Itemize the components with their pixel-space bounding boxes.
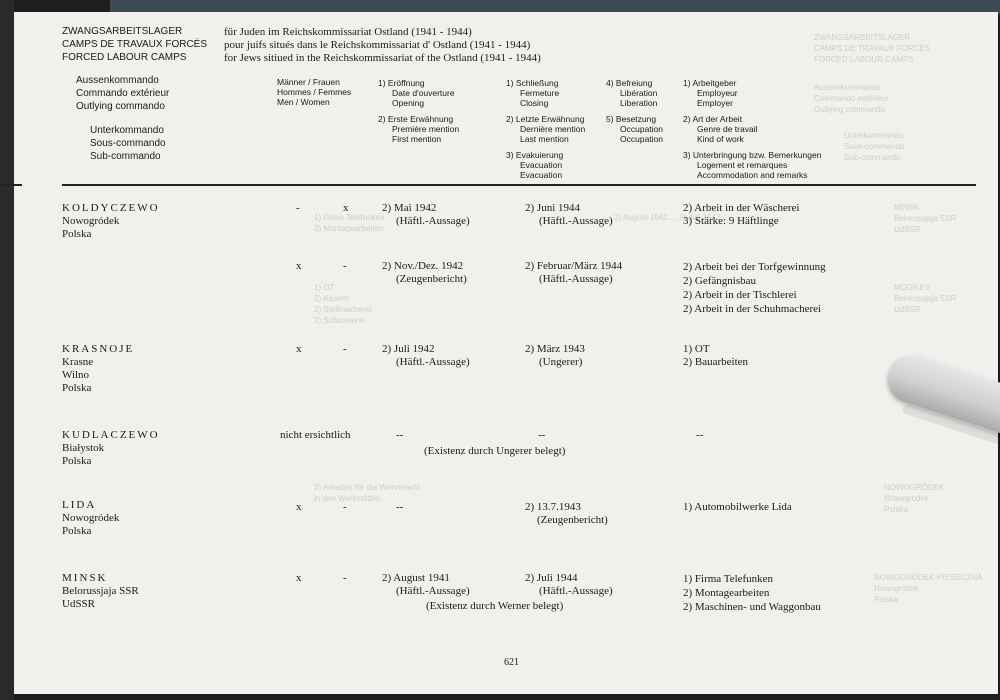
closing-date: 2) März 1943 (Ungerer) (525, 343, 585, 368)
show-through-text: 2) August 1941 ... 2) Juli 1942 (614, 213, 721, 222)
unterkommando-label (90, 124, 166, 163)
work-remarks: 2) Arbeit bei der Torfgewinnung 2) Gefängnisbau 2) Arbeit in der Tischlerei 2) Arbeit in der Schuhmacherei (683, 261, 826, 315)
opening-date: 2) August 1941 (Häftl.-Aussage) (382, 572, 470, 597)
subtitle-german: für Juden im Reichskommissariat Ostland (1941 - 1944) (224, 26, 472, 38)
show-through-text: 1) OT 2) Kasern 2) Stellmacherei 2) Schlosserei (314, 283, 372, 325)
location-district: Nowogródek (62, 512, 120, 524)
opening-date: -- (396, 429, 404, 441)
location-koldyczewo (62, 202, 160, 241)
closing-date: 2) 13.7.1943 (Zeugenbericht) (525, 501, 608, 526)
aussenkommando-label (76, 74, 169, 113)
gender-header (277, 77, 351, 107)
location-country: Polska (62, 455, 92, 467)
title-block (62, 25, 207, 64)
unter-fr: Sous-commando (90, 138, 166, 149)
closing-date: 2) Juli 1944 (Häftl.-Aussage) (525, 572, 613, 597)
women-mark: - (343, 343, 347, 355)
show-through-text: 2) Arbeiten für die Wehrmacht in den Werkstätten (314, 483, 421, 503)
location-country: Polska (62, 525, 92, 537)
page-number: 621 (504, 657, 519, 668)
work-remarks: 2) Arbeit in der Wäscherei 3) Stärke: 9 Häftlinge (683, 202, 800, 227)
show-through-text: Aussenkommando Commando extérieur Outlying commando (814, 83, 889, 114)
gender-de: Männer / Frauen (277, 77, 340, 87)
men-mark: x (296, 501, 302, 513)
location-country: Polska (62, 382, 92, 394)
men-mark: - (296, 202, 300, 214)
location-name: KUDLACZEWO (62, 429, 160, 441)
location-district: Wilno (62, 369, 90, 381)
location-kudlaczewo (62, 429, 160, 468)
location-minsk (62, 572, 139, 611)
opening-date: -- (396, 501, 404, 513)
show-through-text: NOWOGRÓDEK Nowogródek Polska (884, 483, 945, 514)
gender-fr: Hommes / Femmes (277, 87, 352, 97)
aussen-en: Outlying commando (76, 101, 165, 112)
men-mark: x (296, 260, 302, 272)
aussen-de: Aussenkommando (76, 75, 159, 86)
subtitle-french: pour juifs situés dans le Reichskommissariat d' Ostland (1941 - 1944) (224, 39, 531, 51)
show-through-text: MOGILEV Belorussjaja SSR UdSSR (894, 283, 957, 314)
title-english: FORCED LABOUR CAMPS (62, 52, 187, 63)
unter-de: Unterkommando (90, 125, 164, 136)
header-opening: 1) Eröffnung Date d'ouverture Opening (378, 78, 455, 108)
header-closing: 1) Schließung Fermeture Closing (506, 78, 560, 108)
header-evacuation: 3) Evakuierung Evacuation Evacuation (506, 150, 564, 180)
existence-note: (Existenz durch Werner belegt) (426, 600, 564, 612)
closing-date: 2) Februar/März 1944 (Häftl.-Aussage) (525, 260, 623, 285)
show-through-text: NOWOGRÓDEK-PIESECZNA Nowogródek Polska (874, 573, 983, 604)
title-german: ZWANGSARBEITSLAGER (62, 26, 183, 37)
men-mark: x (296, 343, 302, 355)
location-district: Białystok (62, 442, 105, 454)
show-through-text: Unterkommando Sous-commando Sub-commando (844, 131, 905, 162)
location-country: UdSSR (62, 598, 96, 610)
header-occupation: 5) Besetzung Occupation Occupation (606, 114, 663, 144)
work-remarks: 1) Automobilwerke Lida (683, 501, 792, 513)
location-name: KOLDYCZEWO (62, 202, 160, 214)
location-town: Krasne (62, 356, 94, 368)
location-country: Polska (62, 228, 92, 240)
subtitle-block (224, 26, 541, 65)
header-kind-of-work: 2) Art der Arbeit Genre de travail Kind of work (683, 114, 758, 144)
header-accommodation: 3) Unterbringung bzw. Bemerkungen Logement et remarques Accommodation and remarks (683, 150, 822, 180)
binder-edge (0, 0, 14, 700)
margin-rule (0, 184, 22, 186)
location-lida (62, 499, 119, 538)
location-name: LIDA (62, 499, 97, 511)
existence-note: (Existenz durch Ungerer belegt) (424, 445, 566, 457)
unter-en: Sub-commando (90, 151, 161, 162)
location-name: KRASNOJE (62, 343, 135, 355)
header-employer: 1) Arbeitgeber Employeur Employer (683, 78, 738, 108)
show-through-text: MINSK Belorussjaja SSR UdSSR (894, 203, 957, 234)
work-remarks: 1) Firma Telefunken 2) Montagearbeiten 2) Maschinen- und Waggonbau (683, 573, 821, 613)
header-first-mention: 2) Erste Erwähnung Première mention First mention (378, 114, 460, 144)
show-through-text: ZWANGSARBEITSLAGER CAMPS DE TRAVAUX FORCÉS FORCED LABOUR CAMPS (814, 33, 931, 64)
women-mark: - (343, 572, 347, 584)
women-mark: x (343, 202, 349, 214)
header-last-mention: 2) Letzte Erwähnung Dernière mention Last mention (506, 114, 586, 144)
opening-date: 2) Mai 1942 (Häftl.-Aussage) (382, 202, 470, 227)
header-liberation: 4) Befreiung Libération Liberation (606, 78, 658, 108)
women-mark: - (343, 260, 347, 272)
document-page (14, 12, 998, 694)
location-name: MINSK (62, 572, 108, 584)
opening-date: 2) Juli 1942 (Häftl.-Aussage) (382, 343, 470, 368)
gender-en: Men / Women (277, 97, 330, 107)
women-mark: - (343, 501, 347, 513)
work-remarks: 1) OT 2) Bauarbeiten (683, 343, 749, 368)
men-mark: x (296, 572, 302, 584)
location-district: Nowogródek (62, 215, 120, 227)
location-krasnoje (62, 343, 134, 395)
subtitle-english: for Jews sitiued in the Reichskommissariat of the Ostland (1941 - 1944) (224, 52, 541, 64)
opening-date: 2) Nov./Dez. 1942 (Zeugenbericht) (382, 260, 467, 285)
show-through-text: 1) Firma Telefunken 2) Montagearbeiten (314, 213, 385, 233)
closing-date: -- (538, 429, 546, 441)
header-rule (62, 184, 976, 186)
work-remarks: -- (696, 429, 704, 441)
gender-not-evident: nicht ersichtlich (280, 429, 351, 441)
aussen-fr: Commando extérieur (76, 88, 170, 99)
location-district: Belorussjaja SSR (62, 585, 139, 597)
closing-date: 2) Juni 1944 (Häftl.-Aussage) (525, 202, 613, 227)
title-french: CAMPS DE TRAVAUX FORCÉS (62, 39, 208, 50)
